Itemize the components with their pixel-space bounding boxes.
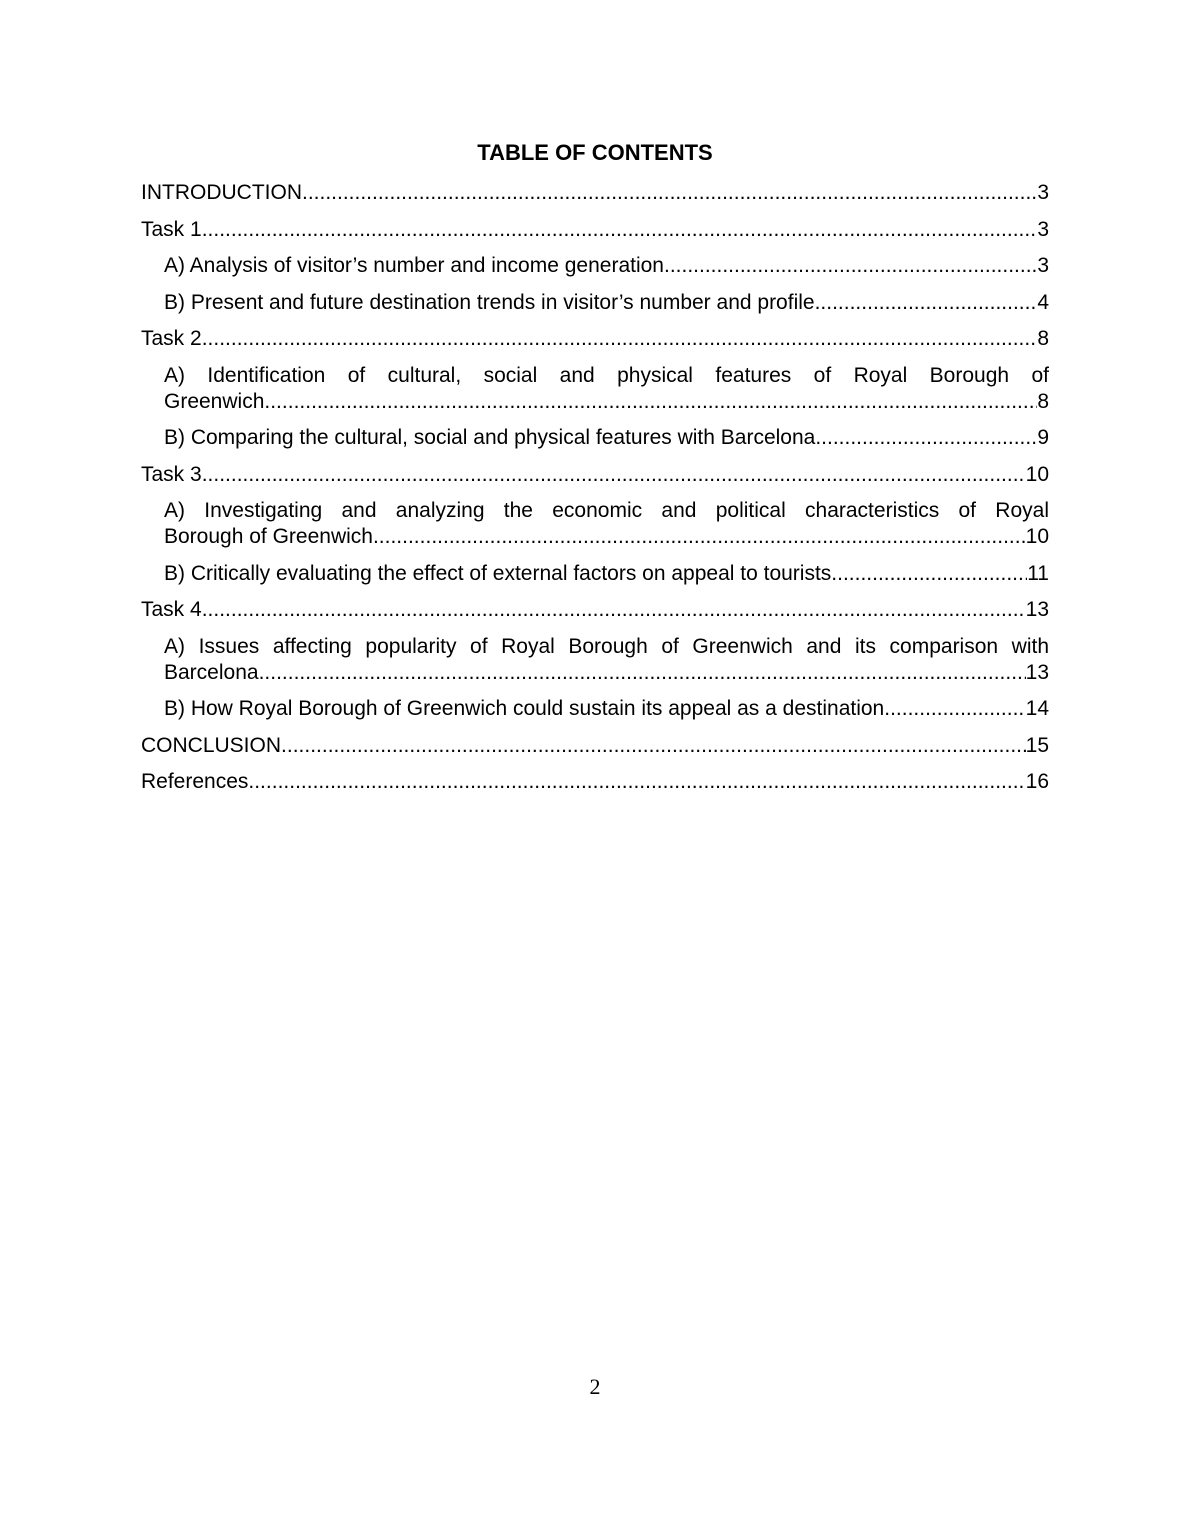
toc-entry-page: 3 (1037, 254, 1049, 277)
toc-entry-page: 8 (1037, 389, 1049, 413)
toc-leader-dots (302, 180, 1037, 206)
toc-entry-page: 10 (1025, 462, 1049, 486)
toc-entry-page: 4 (1037, 290, 1049, 314)
toc-entry[interactable] (141, 597, 1049, 623)
toc-entry-page: 16 (1025, 770, 1049, 793)
table-of-contents (141, 180, 1049, 806)
toc-entry[interactable] (141, 769, 1049, 795)
page-number: 2 (589, 1374, 601, 1399)
toc-title: TABLE OF CONTENTS (477, 140, 713, 165)
toc-leader-dots (373, 524, 1026, 550)
toc-entry-page: 14 (1025, 697, 1049, 720)
toc-entry-page: 11 (1027, 561, 1049, 585)
toc-entry-page: 3 (1037, 217, 1049, 241)
toc-entry[interactable] (141, 326, 1049, 352)
toc-entry-title: INTRODUCTION (141, 181, 302, 204)
toc-entry[interactable] (141, 561, 1049, 587)
toc-leader-dots (202, 597, 1026, 623)
toc-entry[interactable] (141, 425, 1049, 451)
toc-entry-title: Greenwich (164, 389, 265, 413)
toc-entry-title: Barcelona (164, 660, 259, 684)
toc-entry-title: Task 4 (141, 598, 202, 621)
toc-leader-dots (815, 290, 1038, 316)
toc-entry[interactable] (141, 363, 1049, 415)
toc-entry-title: B) Comparing the cultural, social and physical features with Barcelona (164, 426, 816, 449)
toc-entry-page: 8 (1037, 327, 1049, 350)
toc-entry-title: References (141, 770, 249, 793)
toc-entry-title: Task 1 (141, 217, 202, 241)
toc-leader-dots (259, 660, 1026, 686)
toc-entry-page: 15 (1025, 733, 1049, 757)
toc-entry-title-line1: A) Identification of cultural, social and physical features of Royal Borough of (164, 363, 1049, 387)
toc-entry-title: A) Analysis of visitor’s number and income generation (164, 254, 664, 277)
toc-entry-title: Borough of Greenwich (164, 525, 373, 548)
toc-leader-dots (831, 561, 1027, 587)
toc-entry-title: B) Present and future destination trends in visitor’s number and profile (164, 290, 815, 314)
toc-leader-dots (202, 217, 1038, 243)
toc-entry[interactable] (141, 180, 1049, 206)
toc-leader-dots (664, 253, 1037, 279)
toc-entry[interactable] (141, 733, 1049, 759)
toc-entry[interactable] (141, 498, 1049, 550)
toc-entry-page: 10 (1025, 525, 1049, 548)
toc-entry-title: Task 3 (141, 462, 202, 486)
toc-entry-title: B) How Royal Borough of Greenwich could sustain its appeal as a destination (164, 697, 885, 720)
toc-entry-page: 13 (1025, 660, 1049, 684)
toc-entry[interactable] (141, 253, 1049, 279)
toc-entry[interactable] (141, 217, 1049, 243)
toc-entry[interactable] (141, 634, 1049, 686)
toc-leader-dots (884, 696, 1025, 722)
toc-entry-title-line1: A) Issues affecting popularity of Royal Borough of Greenwich and its comparison with (164, 634, 1049, 658)
toc-leader-dots (281, 733, 1026, 759)
toc-entry-title: CONCLUSION (141, 733, 282, 757)
toc-entry-title: Task 2 (141, 327, 202, 350)
toc-entry-page: 3 (1037, 181, 1049, 204)
toc-entry-title-line1: A) Investigating and analyzing the economic and political characteristics of Royal (164, 499, 1049, 522)
toc-entry[interactable] (141, 462, 1049, 488)
toc-entry[interactable] (141, 290, 1049, 316)
toc-entry-page: 9 (1037, 426, 1049, 449)
toc-leader-dots (248, 769, 1025, 795)
toc-leader-dots (202, 326, 1038, 352)
toc-entry-title: B) Critically evaluating the effect of external factors on appeal to tourists (164, 561, 832, 585)
toc-leader-dots (264, 389, 1037, 415)
toc-entry-page: 13 (1025, 598, 1049, 621)
toc-leader-dots (202, 462, 1026, 488)
toc-leader-dots (815, 425, 1037, 451)
toc-entry[interactable] (141, 696, 1049, 722)
